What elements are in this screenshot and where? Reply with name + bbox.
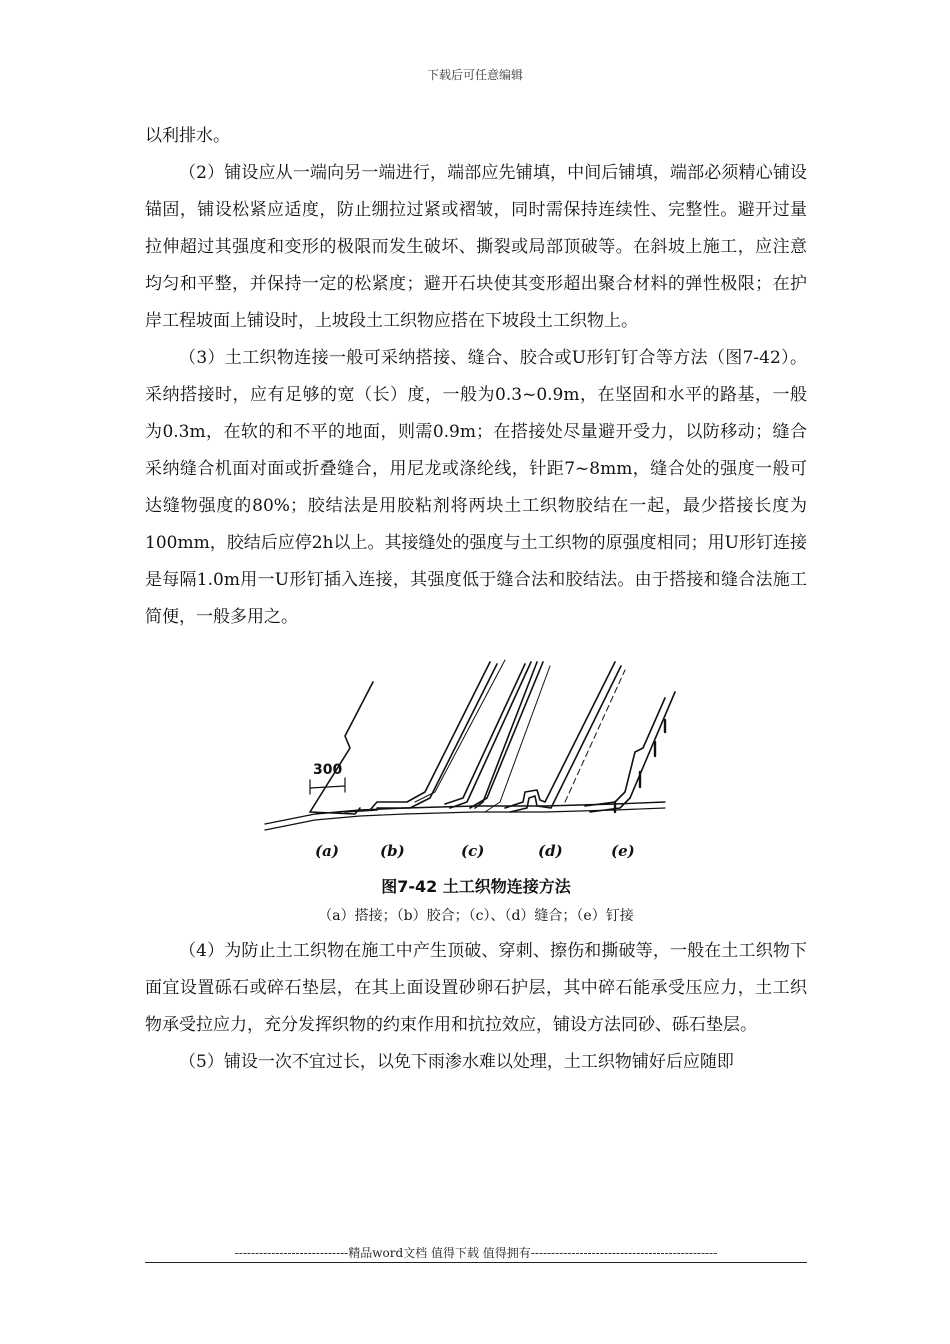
document-body (145, 118, 807, 1081)
paragraph-2: （2）铺设应从一端向另一端进行，端部应先铺填，中间后铺填，端部必须精心铺设锚固，铺设松紧应适度，防止绷拉过紧或褶皱，同时需保持连续性、完整性。避开过量拉伸超过其强度和变形的极限而发生破坏、撕裂或局部顶破等。在斜坡上施工，应注意均匀和平整，并保持一定的松紧度；避开石块使其变形超出聚合材料的弹性极限；在护岸工程坡面上铺设时，上坡段土工织物应搭在下坡段土工织物上。 (145, 163, 807, 331)
page-footer: ----------------------------精品word文档 值得下载 值得拥有---------------------------------------------- (234, 1246, 718, 1260)
figure-7-42 (145, 652, 807, 867)
label-c: (c) (461, 842, 485, 860)
footer-divider (145, 1262, 807, 1263)
paragraph-4: （4）为防止土工织物在施工中产生顶破、穿刺、擦伤和撕破等，一般在土工织物下面宜设置砾石或碎石垫层，在其上面设置砂卵石护层，其中碎石能承受压应力，土工织物承受拉应力，充分发挥织物的约束作用和抗拉效应，铺设方法同砂、砾石垫层。 (145, 941, 807, 1035)
label-d: (d) (538, 842, 563, 860)
figure-title: 图7-42 土工织物连接方法 (381, 877, 571, 896)
figure-caption: （a）搭接；（b）胶合；（c）、（d）缝合；（e）钉接 (318, 908, 634, 924)
label-a: (a) (315, 842, 339, 860)
label-b: (b) (380, 842, 405, 860)
paragraph-3: （3）土工织物连接一般可采纳搭接、缝合、胶合或U形钉钉合等方法（图7-42）。采纳搭接时，应有足够的宽（长）度，一般为0.3~0.9m，在坚固和水平的路基，一般为0.3m，在软的和不平的地面，则需0.9m；在搭接处尽量避开受力，以防移动；缝合采纳缝合机面对面或折叠缝合，用尼龙或涤纶线，针距7~8mm，缝合处的强度一般可达缝物强度的80%；胶结法是用胶粘剂将两块土工织物胶结在一起，最少搭接长度为100mm，胶结后应停2h以上。其接缝处的强度与土工织物的原强度相同；用U形钉连接是每隔1.0m用一U形钉插入连接，其强度低于缝合法和胶结法。由于搭接和缝合法施工简便，一般多用之。 (145, 348, 807, 627)
label-e: (e) (611, 842, 635, 860)
page-header: 下载后可任意编辑 (426, 68, 523, 82)
paragraph-5: （5）铺设一次不宜过长，以免下雨渗水难以处理，土工织物铺好后应随即 (179, 1052, 734, 1072)
dimension-label: 300 (313, 762, 343, 778)
paragraph-1: 以利排水。 (145, 126, 230, 146)
geotextile-connection-diagram (145, 652, 807, 867)
